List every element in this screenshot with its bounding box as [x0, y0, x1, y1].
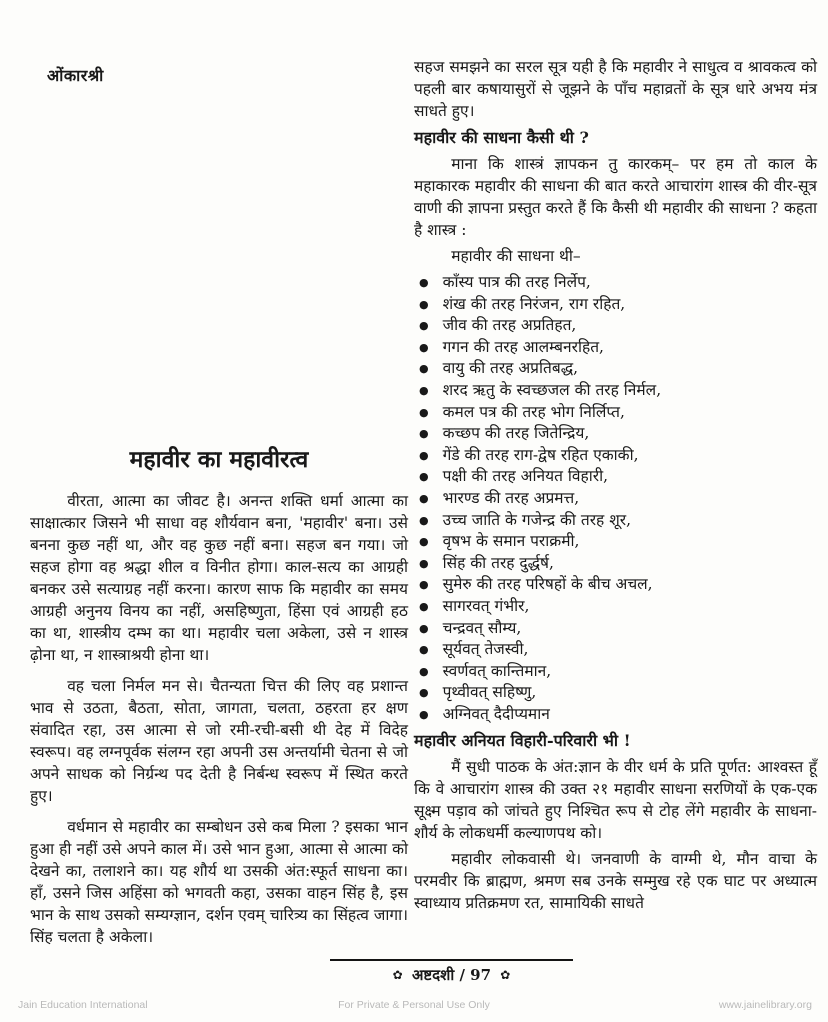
- list-item: [414, 294, 817, 316]
- left-column: [30, 442, 408, 957]
- bullet-icon: ●: [419, 362, 429, 376]
- bullet-icon: ●: [419, 664, 429, 678]
- list-item-text: कमल पत्र की तरह भोग निर्लिप्त,: [442, 402, 625, 421]
- list-item-text: वायु की तरह अप्रतिबद्ध,: [442, 359, 579, 378]
- ornament-icon: ✿: [392, 968, 403, 982]
- scan-credit-bar: [0, 999, 828, 1013]
- list-item: [414, 510, 817, 532]
- bullet-icon: ●: [419, 513, 429, 527]
- list-item-text: सूर्यवत् तेजस्वी,: [442, 640, 529, 659]
- bullet-icon: ●: [419, 340, 429, 354]
- list-item-text: अग्निवत् दैदीप्यमान: [442, 704, 550, 723]
- list-item-text: सुमेरु की तरह परिषहों के बीच अचल,: [442, 575, 653, 594]
- list-item-text: शंख की तरह निरंजन, राग रहित,: [442, 294, 626, 313]
- list-item-text: सिंह की तरह दुर्द्धर्ष,: [442, 553, 554, 572]
- bullet-icon: ●: [419, 599, 429, 613]
- list-item-text: कच्छप की तरह जितेन्द्रिय,: [442, 424, 590, 443]
- list-item-text: स्वर्णवत् कान्तिमान,: [442, 661, 552, 680]
- paragraph: मैं सुधी पाठक के अंत:ज्ञान के वीर धर्म के प्रति पूर्णत: आश्वस्त हूँ कि वे आचारांग शास्त्र की उक्त २१ महावीर साधना सरणियों के एक-एक सूक्ष्म पड़ाव को जांचते हुए निश्चित रूप से टोह लेंगे महावीर के साधना-शौर्य के लोकधर्मी कल्याणपथ को।: [414, 758, 817, 843]
- bullet-icon: ●: [419, 470, 429, 484]
- section-heading: महावीर अनियत विहारी-परिवारी भी !: [414, 731, 631, 751]
- list-item-text: पृथ्वीवत् सहिष्णु,: [442, 683, 537, 702]
- bullet-icon: ●: [419, 276, 429, 289]
- list-item: [414, 358, 817, 380]
- list-item-text: काँस्य पात्र की तरह निर्लेप,: [442, 273, 591, 291]
- list-item-text: सागरवत् गंभीर,: [442, 596, 530, 615]
- paragraph: वह चला निर्मल मन से। चैतन्यता चित्त की लिए वह प्रशान्त भाव से उठता, बैठता, सोता, जागता, चलता, ठहरता हर क्षण संवादित रहा, उस आत्मा से जो रमी-रची-बसी थी देह में विदेह स्वरूप। वह लग्नपूर्वक संलग्न रहा अपनी उस अन्तर्यामी चेतना से जो अपने साधक को निर्ग्रन्थ पद देती है निर्बन्ध स्वरूप में स्थित करते हुए।: [30, 677, 408, 805]
- list-item: [414, 574, 817, 596]
- bullet-icon: ●: [419, 686, 429, 700]
- list-item: [414, 531, 817, 553]
- bullet-icon: ●: [419, 448, 429, 462]
- list-item-text: चन्द्रवत् सौम्य,: [442, 618, 522, 637]
- list-item-text: वृषभ के समान पराक्रमी,: [442, 532, 580, 551]
- sadhana-list: [414, 272, 817, 725]
- paragraph: महावीर लोकवासी थे। जनवाणी के वाग्मी थे, मौन वाचा के परमवीर कि ब्राह्मण, श्रमण सब उनके सम्मुख रहे एक घाट पर अध्यात्म स्वाध्याय प्रतिक्रमण रत, सामायिकी साधते: [414, 850, 817, 913]
- list-item: [414, 380, 817, 402]
- page-number-label: अष्टदशी / 97: [411, 966, 492, 984]
- bullet-icon: ●: [419, 427, 429, 441]
- list-item: [414, 423, 817, 445]
- list-item-text: पक्षी की तरह अनियत विहारी,: [442, 467, 609, 486]
- ornament-icon: ✿: [500, 968, 511, 982]
- page-header-folio: ओंकारश्री: [47, 66, 104, 85]
- paragraph: वीरता, आत्मा का जीवट है। अनन्त शक्ति धर्मा आत्मा का साक्षात्कार जिसने भी साधा वह शौर्यवान बना, 'महावीर' बना। उसे बनना कुछ नहीं था, और वह कुछ नहीं बना। सहज बन गया। जो सहज होगा वह श्रद्धा शील व विनीत होगा। काल-सत्य का आग्रही बनकर उसे सत्याग्रह नहीं करना। कारण साफ कि महावीर का समय आग्रही अनुनय विनय का नहीं, असहिष्णुता, हिंसा एवं आग्रही हठ का था, शास्त्रीय दम्भ का था। महावीर चला अकेला, उसे न शास्त्र ढ़ोना था, न शास्त्राश्रयी होना था।: [30, 492, 408, 664]
- bullet-icon: ●: [419, 491, 429, 505]
- list-item-text: भारण्ड की तरह अप्रमत्त,: [442, 488, 580, 507]
- list-item: [414, 272, 817, 294]
- bullet-icon: ●: [419, 707, 429, 721]
- list-item-text: गगन की तरह आलम्बनरहित,: [442, 337, 604, 356]
- paragraph: माना कि शास्त्रं ज्ञापकन तु कारकम्– पर हम तो काल के महाकारक महावीर की साधना की बात करते आचारांग शास्त्र की वीर-सूत्र वाणी की ज्ञापना प्रस्तुत करते हैं कि कैसी थी महावीर की साधना ? कहता है शास्त्र :: [414, 155, 817, 239]
- list-item: [414, 315, 817, 337]
- paragraph: वर्धमान से महावीर का सम्बोधन उसे कब मिला ? इसका भान हुआ ही नहीं उसे अपने काल में। उसे भान हुआ, आत्मा से आत्मा को देखने का, तलाशने का। यह शौर्य था उसकी अंत:स्फूर्त साधना का। हाँ, उसने जिस अहिंसा को भगवती कहा, उसका वाहन सिंह है, इस भान के साथ उसको सम्यग्ज्ञान, दर्शन एवम् चारित्र्य का सिंहत्व जागा। सिंह चलता है अकेला।: [30, 818, 408, 946]
- list-item: [414, 704, 817, 726]
- right-column: [414, 56, 817, 918]
- bullet-icon: ●: [419, 578, 429, 592]
- list-item: [414, 337, 817, 359]
- list-item: [414, 639, 817, 661]
- bullet-icon: ●: [419, 643, 429, 657]
- article-title: महावीर का महावीरत्व: [129, 446, 309, 473]
- list-item: [414, 596, 817, 618]
- bullet-icon: ●: [419, 405, 429, 419]
- list-item-text: जीव की तरह अप्रतिहत,: [442, 316, 577, 335]
- list-item-text: उच्च जाति के गजेन्द्र की तरह शूर,: [442, 510, 631, 529]
- scan-credit-url: www.jainelibrary.org: [718, 999, 812, 1011]
- bullet-icon: ●: [419, 383, 429, 397]
- list-item: [414, 661, 817, 683]
- list-item: [414, 553, 817, 575]
- list-item: [414, 488, 817, 510]
- list-item: [414, 682, 817, 704]
- list-item: [414, 618, 817, 640]
- bullet-icon: ●: [419, 319, 429, 333]
- list-item: [414, 445, 817, 467]
- scan-credit-left: Jain Education International: [18, 999, 148, 1011]
- list-item: [414, 402, 817, 424]
- list-item-text: शरद ऋतु के स्वच्छजल की तरह निर्मल,: [442, 380, 662, 399]
- page-number-footer: [330, 959, 573, 985]
- bullet-icon: ●: [419, 556, 429, 570]
- paragraph: सहज समझने का सरल सूत्र यही है कि महावीर ने साधुत्व व श्रावकत्व को पहली बार कषायासुरों से जूझने के पाँच महाव्रतों के सूत्र धारे अभय मंत्र साधते हुए।: [414, 58, 817, 120]
- list-item: [414, 466, 817, 488]
- bullet-icon: ●: [419, 621, 429, 635]
- scan-credit-center: For Private & Personal Use Only: [338, 999, 490, 1011]
- list-item-text: गेंडे की तरह राग-द्वेष रहित एकाकी,: [442, 445, 639, 464]
- section-heading: महावीर की साधना कैसी थी ?: [414, 128, 589, 147]
- list-lead: महावीर की साधना थी–: [451, 247, 581, 265]
- bullet-icon: ●: [419, 297, 429, 311]
- bullet-icon: ●: [419, 535, 429, 549]
